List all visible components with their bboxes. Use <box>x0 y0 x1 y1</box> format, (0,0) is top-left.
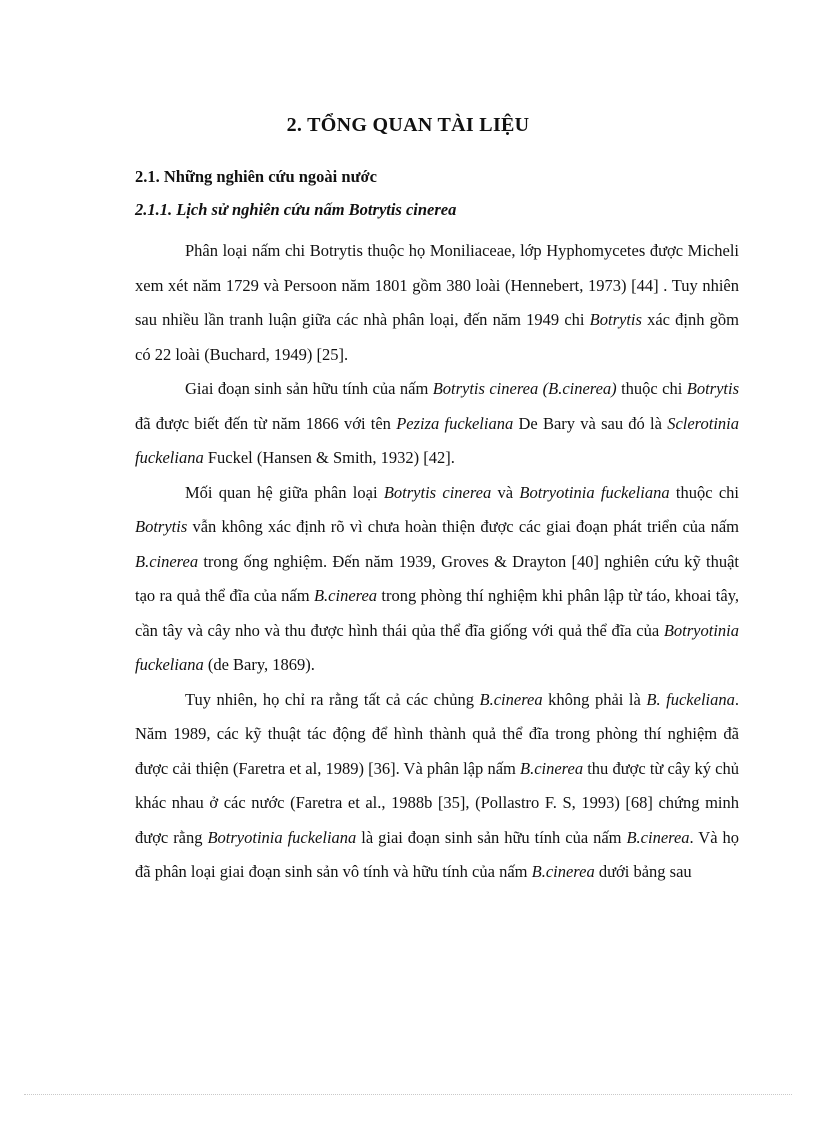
paragraph-4: Tuy nhiên, họ chỉ ra rằng tất cả các chủng B.cinerea không phải là B. fuckeliana. Năm 1989, các kỹ thuật tác động để hình thành quả thể đĩa trong phòng thí nghiệm đã được cải thiện (Faretra et al, 1989) [36]. Và phân lập nấm B.cinerea thu được từ cây ký chủ khác nhau ở các nước (Faretra et al., 1988b [35], (Pollastro F. S, 1993) [68] chứng minh được rằng Botryotinia fuckeliana là giai đoạn sinh sản hữu tính của nấm B.cinerea. Và họ đã phân loại giai đoạn sinh sản vô tính và hữu tính của nấm B.cinerea dưới bảng sau <box>135 689 739 881</box>
chapter-title: 2. TỔNG QUAN TÀI LIỆU <box>286 114 530 136</box>
body-text <box>135 234 739 890</box>
paragraph-1: Phân loại nấm chi Botrytis thuộc họ Moniliaceae, lớp Hyphomycetes được Micheli xem xét năm 1729 và Persoon năm 1801 gồm 380 loài (Hennebert, 1973) [44] . Tuy nhiên sau nhiều lần tranh luận giữa các nhà phân loại, đến năm 1949 chi Botrytis xác định gồm có 22 loài (Buchard, 1949) [25]. <box>135 241 739 364</box>
paragraph-3: Mối quan hệ giữa phân loại Botrytis cinerea và Botryotinia fuckeliana thuộc chi Botrytis vẫn không xác định rõ vì chưa hoàn thiện được các giai đoạn phát triển của nấm B.cinerea trong ống nghiệm. Đến năm 1939, Groves & Drayton [40] nghiên cứu kỹ thuật tạo ra quả thể đĩa của nấm B.cinerea trong phòng thí nghiệm khi phân lập từ táo, khoai tây, cần tây và cây nho và thu được hình thái qủa thể đĩa giống với quả thể đĩa của Botryotinia fuckeliana (de Bary, 1869). <box>135 482 740 674</box>
section-heading: 2.1. Những nghiên cứu ngoài nước <box>135 167 377 186</box>
paragraph-2: Giai đoạn sinh sản hữu tính của nấm Botrytis cinerea (B.cinerea) thuộc chi Botrytis đã được biết đến từ năm 1866 với tên Peziza fuckeliana De Bary và sau đó là Sclerotinia fuckeliana Fuckel (Hansen & Smith, 1932) [42]. <box>135 379 739 467</box>
subsection-heading: 2.1.1. Lịch sử nghiên cứu nấm Botrytis cinerea <box>135 200 457 219</box>
page-bottom-divider <box>24 1094 792 1095</box>
